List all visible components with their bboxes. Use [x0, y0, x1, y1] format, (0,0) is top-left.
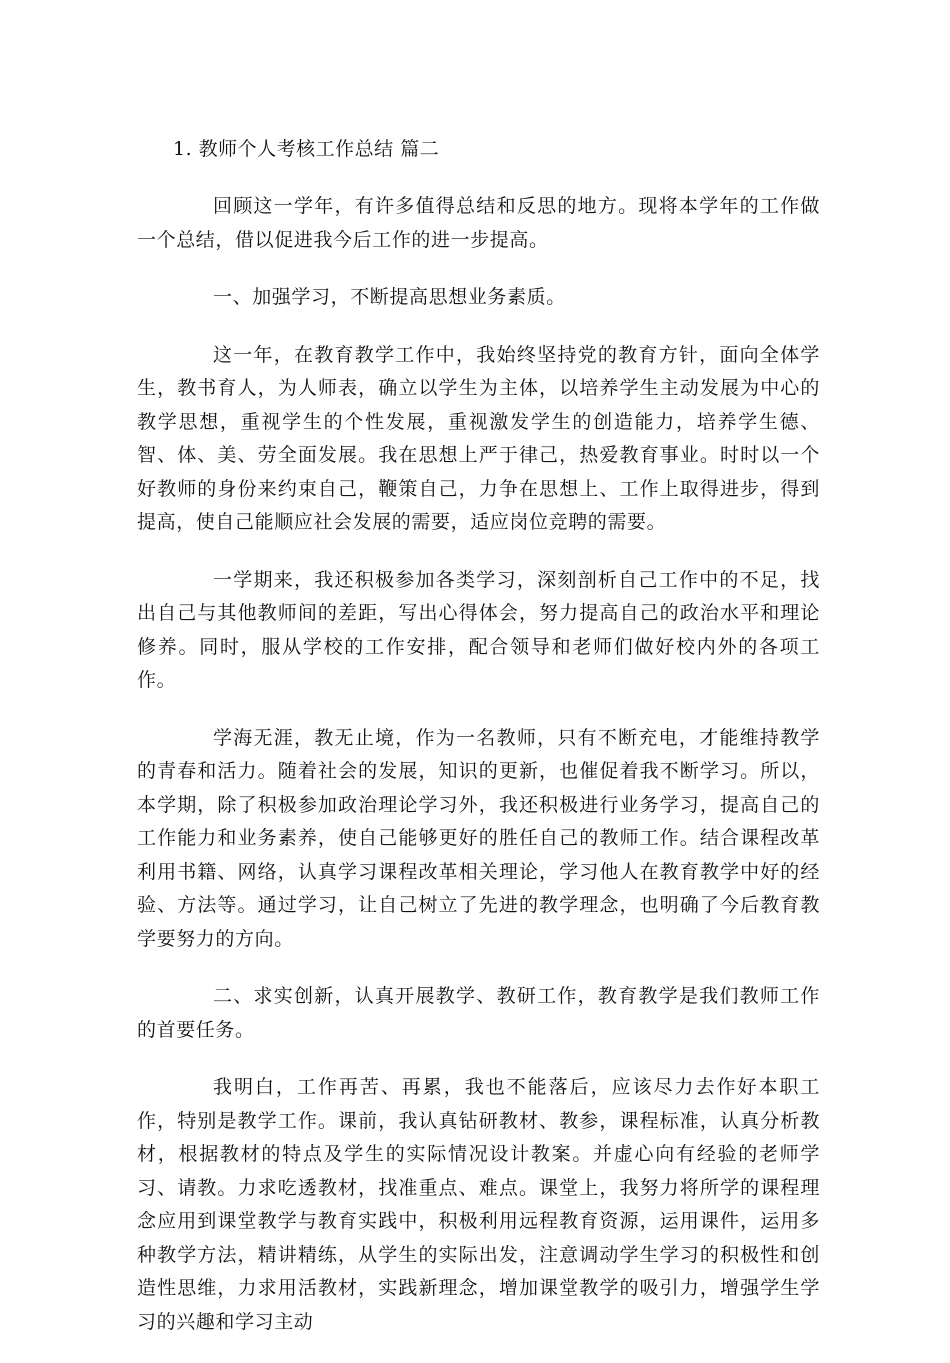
section-heading-2: 二、求实创新，认真开展教学、教研工作，教育教学是我们教师工作的首要任务。: [137, 985, 820, 1041]
paragraph: 我明白，工作再苦、再累，我也不能落后，应该尽力去作好本职工作，特别是教学工作。课前，我认真钻研教材、教参，课程标准，认真分析教材，根据教材的特点及学生的实际情况设计教案。并虚心向有经验的老师学习、请教。力求吃透教材，找准重点、难点。课堂上，我努力将所学的课程理念应用到课堂教学与教育实践中，积极利用远程教育资源，运用课件，运用多种教学方法，精讲精练，从学生的实际出发，注意调动学生学习的积极性和创造性思维，力求用活教材，实践新理念，增加课堂教学的吸引力，增强学生学习的兴趣和学习主动: [137, 1076, 820, 1333]
section-heading-1: 一、加强学习，不断提高思想业务素质。: [213, 286, 566, 308]
paragraph-intro: 回顾这一学年，有许多值得总结和反思的地方。现将本学年的工作做一个总结，借以促进我今后工作的进一步提高。: [137, 195, 820, 251]
paragraph: 这一年，在教育教学工作中，我始终坚持党的教育方针，面向全体学生，教书育人，为人师表，确立以学生为主体，以培养学生主动发展为中心的教学思想，重视学生的个性发展，重视激发学生的创造能力，培养学生德、智、体、美、劳全面发展。我在思想上严于律己，热爱教育事业。时时以一个好教师的身份来约束自己，鞭策自己，力争在思想上、工作上取得进步，得到提高，使自己能顺应社会发展的需要，适应岗位竞聘的需要。: [137, 343, 820, 533]
document-heading: 1. 教师个人考核工作总结 篇二: [173, 138, 440, 160]
document-body: [137, 134, 820, 1363]
paragraph: 一学期来，我还积极参加各类学习，深刻剖析自己工作中的不足，找出自己与其他教师间的差距，写出心得体会，努力提高自己的政治水平和理论修养。同时，服从学校的工作安排，配合领导和老师们做好校内外的各项工作。: [137, 568, 820, 691]
paragraph: 学海无涯，教无止境，作为一名教师，只有不断充电，才能维持教学的青春和活力。随着社会的发展，知识的更新，也催促着我不断学习。所以，本学期，除了积极参加政治理论学习外，我还积极进行业务学习，提高自己的工作能力和业务素养，使自己能够更好的胜任自己的教师工作。结合课程改革利用书籍、网络，认真学习课程改革相关理论，学习他人在教育教学中好的经验、方法等。通过学习，让自己树立了先进的教学理念，也明确了今后教育教学要努力的方向。: [137, 726, 820, 950]
